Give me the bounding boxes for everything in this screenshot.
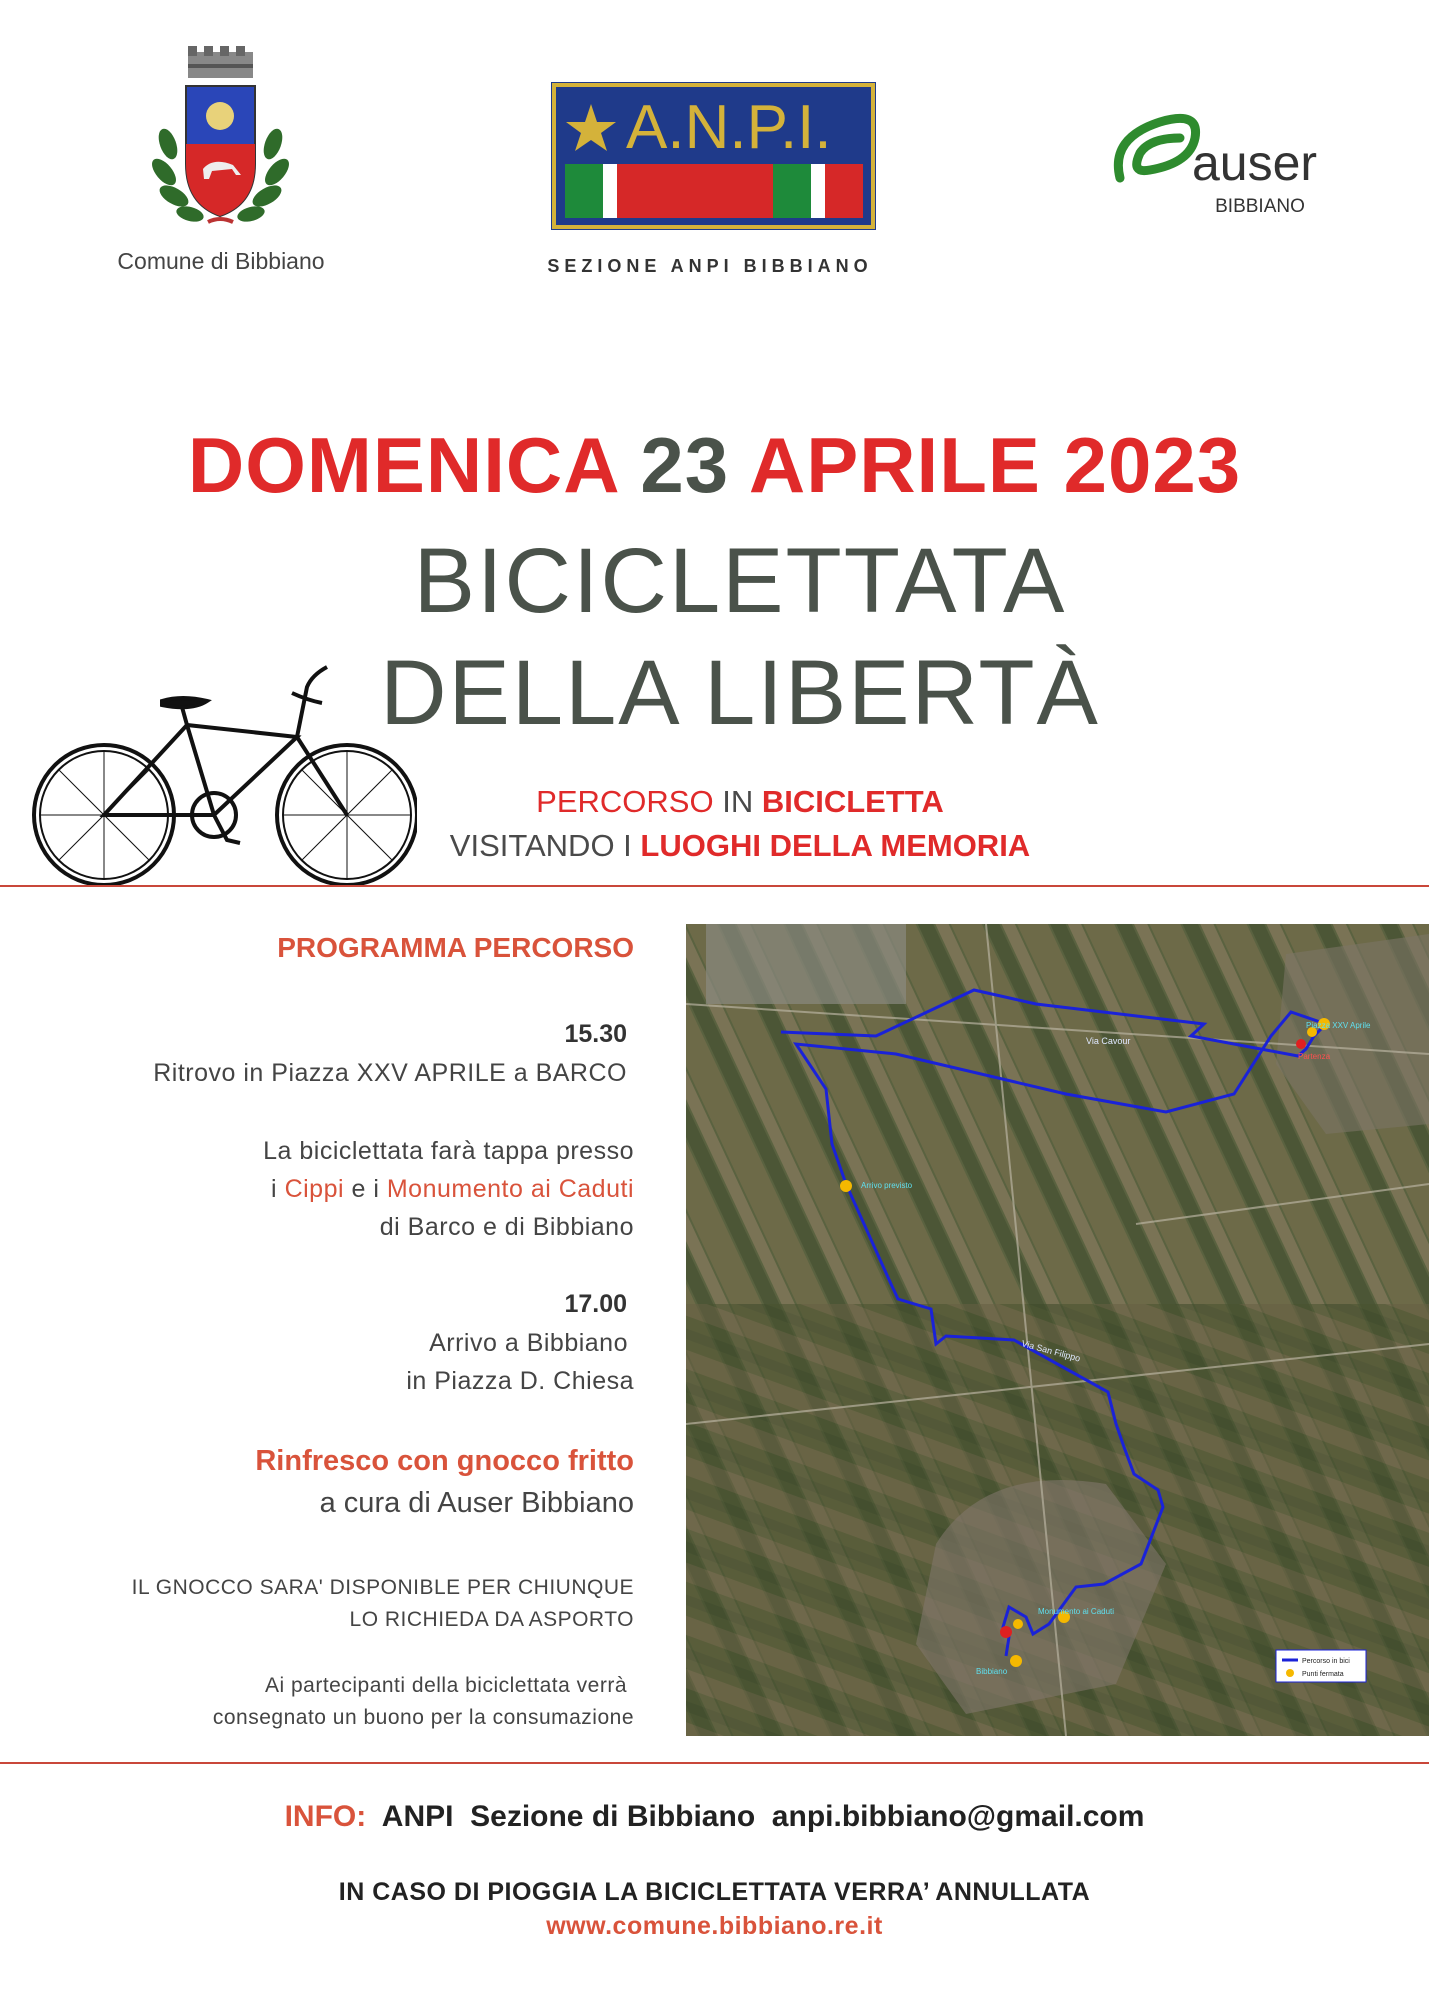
anpi-subtitle: SEZIONE ANPI BIBBIANO — [547, 256, 873, 276]
refreshment-title: Rinfresco con gnocco fritto — [255, 1445, 634, 1477]
info-text: ANPI Sezione di Bibbiano anpi.bibbiano@gmail.com — [381, 1800, 1145, 1833]
stops-line3: di Barco e di Bibbiano — [379, 1213, 634, 1241]
map-label-arrivo: Arrivo previsto — [861, 1181, 913, 1190]
auser-subtitle: BIBBIANO — [1215, 196, 1305, 217]
map-legend-route: Percorso in bici — [1302, 1658, 1350, 1665]
map-label-via-san-filippo: Via San Filippo — [1020, 1338, 1082, 1364]
date-month-year: APRILE 2023 — [748, 421, 1242, 509]
date-day: DOMENICA — [187, 421, 618, 509]
map-label-partenza: Partenza — [1298, 1052, 1331, 1061]
subtitle-bicicletta: BICICLETTA — [761, 784, 944, 819]
map-label-piazza: Piazza XXV Aprile — [1306, 1021, 1371, 1030]
stops-monumento: Monumento ai Caduti — [386, 1175, 634, 1203]
bicycle-illustration — [22, 645, 417, 890]
gnocco-line2: LO RICHIEDA DA ASPORTO — [349, 1608, 634, 1631]
auser-logo — [1110, 108, 1340, 198]
voucher-line1: Ai partecipanti della biciclettata verrà — [264, 1674, 627, 1697]
stops-description — [0, 1132, 634, 1246]
stops-e-i: e i — [351, 1175, 380, 1203]
gnocco-notice — [0, 1572, 634, 1636]
map-industrial-area — [706, 924, 906, 1004]
arrival-line2: in Piazza D. Chiesa — [406, 1367, 634, 1395]
program-title: PROGRAMMA PERCORSO — [277, 932, 634, 963]
anpi-logo — [551, 82, 876, 230]
map-stop-marker — [1013, 1619, 1023, 1629]
time-arrival: 17.00 — [564, 1290, 627, 1318]
event-subtitle — [380, 780, 1100, 868]
map-label-via-cavour: Via Cavour — [1086, 1036, 1131, 1046]
subtitle-luoghi: LUOGHI DELLA MEMORIA — [640, 828, 1031, 863]
arrival-description — [0, 1324, 634, 1400]
time-start: 15.30 — [564, 1020, 627, 1048]
map-label-bibbiano: Bibbiano — [976, 1667, 1008, 1676]
rain-notice: IN CASO DI PIOGGIA LA BICICLETTATA VERRA’ ANNULLATA — [338, 1878, 1091, 1906]
divider-bottom — [0, 1762, 1429, 1764]
map-legend — [1276, 1650, 1366, 1682]
title-line2: DELLA LIBERTÀ — [380, 642, 1100, 744]
voucher-line2: consegnato un buono per la consumazione — [212, 1706, 634, 1729]
website-link[interactable]: www.comune.bibbiano.re.it — [546, 1912, 883, 1940]
event-date — [0, 420, 1429, 511]
stops-cippi: Cippi — [284, 1175, 345, 1203]
stops-line1: La biciclettata farà tappa presso — [263, 1137, 634, 1165]
voucher-notice — [0, 1670, 634, 1734]
gnocco-line1: IL GNOCCO SARA' DISPONIBLE PER CHIUNQUE — [131, 1576, 634, 1599]
comune-coat-of-arms — [148, 44, 293, 234]
meeting-point: Ritrovo in Piazza XXV APRILE a BARCO — [153, 1059, 627, 1087]
refreshment — [0, 1440, 634, 1524]
map-stop-marker — [1010, 1655, 1022, 1667]
divider-top — [0, 885, 1429, 887]
subtitle-in: IN — [722, 784, 754, 819]
title-line1: BICICLETTATA — [413, 530, 1067, 632]
map-legend-stop: Punti fermata — [1302, 1671, 1344, 1678]
subtitle-visitando: VISITANDO I — [449, 828, 632, 863]
route-map — [686, 924, 1429, 1736]
subtitle-percorso: PERCORSO — [536, 784, 714, 819]
info-line — [0, 1800, 1429, 1834]
comune-label: Comune di Bibbiano — [117, 248, 325, 274]
map-stop-marker — [840, 1180, 852, 1192]
map-start-marker — [1000, 1626, 1012, 1638]
stops-i: i — [271, 1175, 278, 1203]
arrival-line1: Arrivo a Bibbiano — [429, 1329, 628, 1357]
info-label: INFO: — [284, 1800, 367, 1833]
anpi-logo-text: A.N.P.I. — [626, 93, 832, 162]
map-start-marker — [1296, 1039, 1306, 1049]
date-number: 23 — [640, 421, 730, 509]
auser-logo-text: auser — [1192, 135, 1318, 191]
map-label-monumento: Monumento ai Caduti — [1038, 1607, 1115, 1616]
refreshment-by: a cura di Auser Bibbiano — [319, 1487, 634, 1519]
event-title — [300, 525, 1180, 749]
